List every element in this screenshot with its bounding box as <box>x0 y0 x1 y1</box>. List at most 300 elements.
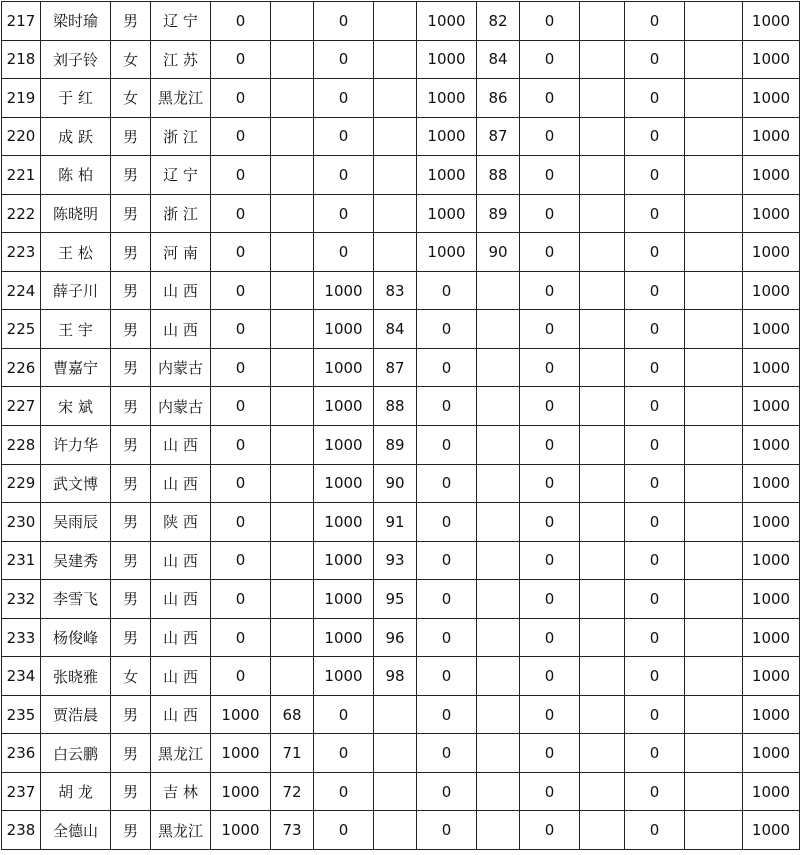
province-cell: 黑龙江 <box>151 811 211 850</box>
score-4-cell: 0 <box>520 79 580 118</box>
score-2-cell: 1000 <box>314 387 374 426</box>
rank-2-cell <box>374 233 417 272</box>
rank-5-cell <box>685 348 743 387</box>
province-cell: 江 苏 <box>151 40 211 79</box>
rank-5-cell <box>685 271 743 310</box>
rank-2-cell <box>374 194 417 233</box>
row-number-cell: 221 <box>2 156 41 195</box>
score-5-cell: 0 <box>625 2 685 41</box>
score-5-cell: 0 <box>625 618 685 657</box>
row-number-cell: 223 <box>2 233 41 272</box>
province-cell: 山 西 <box>151 657 211 696</box>
score-2-cell: 0 <box>314 194 374 233</box>
row-number-cell: 231 <box>2 541 41 580</box>
rank-2-cell: 90 <box>374 464 417 503</box>
table-row <box>2 464 800 503</box>
rank-1-cell: 68 <box>271 695 314 734</box>
total-cell: 1000 <box>743 271 800 310</box>
rank-1-cell <box>271 233 314 272</box>
total-cell: 1000 <box>743 117 800 156</box>
name-cell: 薛子川 <box>41 271 111 310</box>
rank-3-cell: 88 <box>477 156 520 195</box>
rank-4-cell <box>580 734 625 773</box>
gender-cell: 男 <box>111 2 151 41</box>
rank-2-cell <box>374 40 417 79</box>
rank-5-cell <box>685 2 743 41</box>
score-3-cell: 0 <box>417 811 477 850</box>
score-5-cell: 0 <box>625 657 685 696</box>
rank-5-cell <box>685 464 743 503</box>
score-3-cell: 0 <box>417 734 477 773</box>
table-row <box>2 348 800 387</box>
row-number-cell: 218 <box>2 40 41 79</box>
score-4-cell: 0 <box>520 734 580 773</box>
rank-2-cell: 96 <box>374 618 417 657</box>
score-2-cell: 0 <box>314 156 374 195</box>
score-5-cell: 0 <box>625 40 685 79</box>
row-number-cell: 232 <box>2 580 41 619</box>
score-1-cell: 0 <box>211 503 271 542</box>
score-4-cell: 0 <box>520 348 580 387</box>
score-3-cell: 1000 <box>417 156 477 195</box>
score-2-cell: 1000 <box>314 580 374 619</box>
name-cell: 刘子铃 <box>41 40 111 79</box>
table-row <box>2 695 800 734</box>
total-cell: 1000 <box>743 618 800 657</box>
row-number-cell: 236 <box>2 734 41 773</box>
score-5-cell: 0 <box>625 194 685 233</box>
score-2-cell: 0 <box>314 79 374 118</box>
name-cell: 胡 龙 <box>41 772 111 811</box>
score-5-cell: 0 <box>625 811 685 850</box>
score-1-cell: 0 <box>211 580 271 619</box>
score-3-cell: 1000 <box>417 117 477 156</box>
rank-1-cell: 72 <box>271 772 314 811</box>
rank-5-cell <box>685 117 743 156</box>
rank-1-cell <box>271 503 314 542</box>
gender-cell: 男 <box>111 695 151 734</box>
score-5-cell: 0 <box>625 503 685 542</box>
name-cell: 杨俊峰 <box>41 618 111 657</box>
table-row <box>2 426 800 465</box>
score-5-cell: 0 <box>625 233 685 272</box>
rank-3-cell <box>477 310 520 349</box>
rank-1-cell <box>271 657 314 696</box>
province-cell: 山 西 <box>151 695 211 734</box>
rank-3-cell: 87 <box>477 117 520 156</box>
total-cell: 1000 <box>743 310 800 349</box>
rank-5-cell <box>685 387 743 426</box>
score-3-cell: 1000 <box>417 194 477 233</box>
score-1-cell: 0 <box>211 40 271 79</box>
row-number-cell: 233 <box>2 618 41 657</box>
score-3-cell: 0 <box>417 503 477 542</box>
row-number-cell: 238 <box>2 811 41 850</box>
rank-3-cell <box>477 811 520 850</box>
row-number-cell: 224 <box>2 271 41 310</box>
total-cell: 1000 <box>743 79 800 118</box>
gender-cell: 女 <box>111 79 151 118</box>
score-5-cell: 0 <box>625 271 685 310</box>
province-cell: 黑龙江 <box>151 79 211 118</box>
row-number-cell: 222 <box>2 194 41 233</box>
total-cell: 1000 <box>743 426 800 465</box>
score-3-cell: 0 <box>417 348 477 387</box>
score-2-cell: 1000 <box>314 271 374 310</box>
rank-5-cell <box>685 541 743 580</box>
total-cell: 1000 <box>743 348 800 387</box>
gender-cell: 男 <box>111 811 151 850</box>
total-cell: 1000 <box>743 2 800 41</box>
score-2-cell: 0 <box>314 734 374 773</box>
rank-1-cell <box>271 426 314 465</box>
name-cell: 陈晓明 <box>41 194 111 233</box>
row-number-cell: 220 <box>2 117 41 156</box>
gender-cell: 男 <box>111 387 151 426</box>
score-1-cell: 0 <box>211 271 271 310</box>
name-cell: 曹嘉宁 <box>41 348 111 387</box>
name-cell: 武文博 <box>41 464 111 503</box>
score-1-cell: 0 <box>211 387 271 426</box>
score-5-cell: 0 <box>625 734 685 773</box>
rank-5-cell <box>685 194 743 233</box>
gender-cell: 男 <box>111 734 151 773</box>
score-5-cell: 0 <box>625 464 685 503</box>
row-number-cell: 230 <box>2 503 41 542</box>
row-number-cell: 237 <box>2 772 41 811</box>
rank-3-cell <box>477 772 520 811</box>
rank-4-cell <box>580 348 625 387</box>
score-3-cell: 0 <box>417 387 477 426</box>
name-cell: 张晓雅 <box>41 657 111 696</box>
rank-2-cell <box>374 695 417 734</box>
score-1-cell: 0 <box>211 233 271 272</box>
score-4-cell: 0 <box>520 580 580 619</box>
rank-2-cell: 87 <box>374 348 417 387</box>
rank-1-cell: 71 <box>271 734 314 773</box>
score-4-cell: 0 <box>520 657 580 696</box>
total-cell: 1000 <box>743 541 800 580</box>
province-cell: 山 西 <box>151 580 211 619</box>
table-row <box>2 580 800 619</box>
rank-4-cell <box>580 387 625 426</box>
rank-4-cell <box>580 464 625 503</box>
province-cell: 山 西 <box>151 426 211 465</box>
rank-4-cell <box>580 79 625 118</box>
gender-cell: 男 <box>111 194 151 233</box>
province-cell: 山 西 <box>151 271 211 310</box>
rank-2-cell: 93 <box>374 541 417 580</box>
gender-cell: 男 <box>111 156 151 195</box>
score-5-cell: 0 <box>625 426 685 465</box>
province-cell: 山 西 <box>151 541 211 580</box>
rank-4-cell <box>580 2 625 41</box>
score-5-cell: 0 <box>625 79 685 118</box>
rank-1-cell <box>271 387 314 426</box>
row-number-cell: 228 <box>2 426 41 465</box>
rank-1-cell <box>271 156 314 195</box>
rank-5-cell <box>685 580 743 619</box>
gender-cell: 男 <box>111 271 151 310</box>
score-3-cell: 0 <box>417 657 477 696</box>
rank-4-cell <box>580 580 625 619</box>
rank-3-cell: 86 <box>477 79 520 118</box>
rank-3-cell <box>477 271 520 310</box>
rank-5-cell <box>685 618 743 657</box>
score-1-cell: 0 <box>211 79 271 118</box>
gender-cell: 男 <box>111 503 151 542</box>
table-row <box>2 657 800 696</box>
rank-2-cell: 84 <box>374 310 417 349</box>
province-cell: 辽 宁 <box>151 2 211 41</box>
province-cell: 内蒙古 <box>151 387 211 426</box>
rank-4-cell <box>580 657 625 696</box>
score-3-cell: 1000 <box>417 79 477 118</box>
gender-cell: 男 <box>111 772 151 811</box>
table-row <box>2 79 800 118</box>
rank-1-cell <box>271 40 314 79</box>
total-cell: 1000 <box>743 387 800 426</box>
gender-cell: 男 <box>111 541 151 580</box>
score-3-cell: 0 <box>417 310 477 349</box>
total-cell: 1000 <box>743 811 800 850</box>
score-3-cell: 0 <box>417 271 477 310</box>
rank-1-cell <box>271 541 314 580</box>
score-2-cell: 1000 <box>314 503 374 542</box>
rank-5-cell <box>685 40 743 79</box>
score-2-cell: 1000 <box>314 426 374 465</box>
gender-cell: 女 <box>111 657 151 696</box>
row-number-cell: 235 <box>2 695 41 734</box>
name-cell: 吴建秀 <box>41 541 111 580</box>
score-3-cell: 1000 <box>417 233 477 272</box>
row-number-cell: 217 <box>2 2 41 41</box>
rank-5-cell <box>685 772 743 811</box>
table-row <box>2 541 800 580</box>
rank-4-cell <box>580 503 625 542</box>
rank-5-cell <box>685 310 743 349</box>
score-5-cell: 0 <box>625 117 685 156</box>
score-5-cell: 0 <box>625 541 685 580</box>
score-4-cell: 0 <box>520 271 580 310</box>
rank-5-cell <box>685 79 743 118</box>
score-2-cell: 0 <box>314 811 374 850</box>
rank-5-cell <box>685 156 743 195</box>
score-3-cell: 0 <box>417 541 477 580</box>
gender-cell: 男 <box>111 348 151 387</box>
total-cell: 1000 <box>743 580 800 619</box>
score-2-cell: 0 <box>314 40 374 79</box>
rank-3-cell: 89 <box>477 194 520 233</box>
score-2-cell: 1000 <box>314 618 374 657</box>
table-row <box>2 194 800 233</box>
rank-5-cell <box>685 734 743 773</box>
rank-4-cell <box>580 117 625 156</box>
rank-2-cell: 83 <box>374 271 417 310</box>
row-number-cell: 234 <box>2 657 41 696</box>
total-cell: 1000 <box>743 233 800 272</box>
score-5-cell: 0 <box>625 348 685 387</box>
score-1-cell: 0 <box>211 426 271 465</box>
table-row <box>2 40 800 79</box>
rank-3-cell: 90 <box>477 233 520 272</box>
table-row <box>2 233 800 272</box>
rank-2-cell <box>374 156 417 195</box>
province-cell: 山 西 <box>151 618 211 657</box>
rank-4-cell <box>580 618 625 657</box>
province-cell: 浙 江 <box>151 194 211 233</box>
score-3-cell: 0 <box>417 695 477 734</box>
rank-5-cell <box>685 657 743 696</box>
total-cell: 1000 <box>743 194 800 233</box>
rank-2-cell <box>374 734 417 773</box>
name-cell: 贾浩晨 <box>41 695 111 734</box>
name-cell: 梁时瑜 <box>41 2 111 41</box>
rank-1-cell <box>271 79 314 118</box>
table-row <box>2 811 800 850</box>
table-row <box>2 271 800 310</box>
score-4-cell: 0 <box>520 811 580 850</box>
score-2-cell: 1000 <box>314 464 374 503</box>
score-table <box>1 1 800 850</box>
rank-4-cell <box>580 695 625 734</box>
gender-cell: 男 <box>111 464 151 503</box>
score-3-cell: 0 <box>417 580 477 619</box>
score-1-cell: 1000 <box>211 811 271 850</box>
score-4-cell: 0 <box>520 156 580 195</box>
rank-1-cell <box>271 348 314 387</box>
table-row <box>2 117 800 156</box>
rank-5-cell <box>685 426 743 465</box>
rank-5-cell <box>685 233 743 272</box>
score-1-cell: 1000 <box>211 695 271 734</box>
row-number-cell: 219 <box>2 79 41 118</box>
rank-1-cell <box>271 618 314 657</box>
rank-3-cell: 84 <box>477 40 520 79</box>
score-5-cell: 0 <box>625 772 685 811</box>
name-cell: 王 宇 <box>41 310 111 349</box>
name-cell: 许力华 <box>41 426 111 465</box>
rank-3-cell <box>477 541 520 580</box>
score-4-cell: 0 <box>520 233 580 272</box>
rank-4-cell <box>580 541 625 580</box>
rank-3-cell: 82 <box>477 2 520 41</box>
total-cell: 1000 <box>743 40 800 79</box>
rank-3-cell <box>477 657 520 696</box>
total-cell: 1000 <box>743 156 800 195</box>
rank-2-cell <box>374 811 417 850</box>
score-3-cell: 0 <box>417 426 477 465</box>
total-cell: 1000 <box>743 695 800 734</box>
rank-1-cell: 73 <box>271 811 314 850</box>
score-2-cell: 0 <box>314 695 374 734</box>
rank-4-cell <box>580 194 625 233</box>
score-2-cell: 1000 <box>314 310 374 349</box>
row-number-cell: 226 <box>2 348 41 387</box>
score-4-cell: 0 <box>520 310 580 349</box>
rank-3-cell <box>477 387 520 426</box>
score-1-cell: 0 <box>211 657 271 696</box>
table-row <box>2 618 800 657</box>
table-body <box>2 2 800 850</box>
table-row <box>2 772 800 811</box>
gender-cell: 男 <box>111 117 151 156</box>
rank-2-cell: 95 <box>374 580 417 619</box>
score-4-cell: 0 <box>520 194 580 233</box>
province-cell: 辽 宁 <box>151 156 211 195</box>
score-1-cell: 0 <box>211 117 271 156</box>
rank-2-cell: 88 <box>374 387 417 426</box>
score-4-cell: 0 <box>520 387 580 426</box>
rank-4-cell <box>580 310 625 349</box>
total-cell: 1000 <box>743 772 800 811</box>
score-3-cell: 0 <box>417 464 477 503</box>
province-cell: 山 西 <box>151 464 211 503</box>
score-1-cell: 1000 <box>211 772 271 811</box>
total-cell: 1000 <box>743 503 800 542</box>
score-1-cell: 0 <box>211 310 271 349</box>
rank-4-cell <box>580 40 625 79</box>
total-cell: 1000 <box>743 657 800 696</box>
score-5-cell: 0 <box>625 310 685 349</box>
score-4-cell: 0 <box>520 541 580 580</box>
total-cell: 1000 <box>743 464 800 503</box>
score-2-cell: 1000 <box>314 657 374 696</box>
rank-4-cell <box>580 426 625 465</box>
score-2-cell: 1000 <box>314 541 374 580</box>
table-row <box>2 310 800 349</box>
gender-cell: 女 <box>111 40 151 79</box>
score-3-cell: 0 <box>417 618 477 657</box>
name-cell: 吴雨辰 <box>41 503 111 542</box>
rank-1-cell <box>271 117 314 156</box>
score-3-cell: 0 <box>417 772 477 811</box>
name-cell: 全德山 <box>41 811 111 850</box>
province-cell: 吉 林 <box>151 772 211 811</box>
rank-4-cell <box>580 271 625 310</box>
rank-1-cell <box>271 2 314 41</box>
rank-4-cell <box>580 156 625 195</box>
score-4-cell: 0 <box>520 40 580 79</box>
rank-1-cell <box>271 194 314 233</box>
table-row <box>2 387 800 426</box>
name-cell: 王 松 <box>41 233 111 272</box>
name-cell: 白云鹏 <box>41 734 111 773</box>
score-5-cell: 0 <box>625 387 685 426</box>
rank-3-cell <box>477 464 520 503</box>
score-4-cell: 0 <box>520 426 580 465</box>
score-4-cell: 0 <box>520 464 580 503</box>
score-2-cell: 0 <box>314 2 374 41</box>
row-number-cell: 229 <box>2 464 41 503</box>
rank-1-cell <box>271 464 314 503</box>
rank-5-cell <box>685 811 743 850</box>
score-1-cell: 0 <box>211 618 271 657</box>
rank-2-cell <box>374 79 417 118</box>
score-1-cell: 0 <box>211 2 271 41</box>
rank-5-cell <box>685 695 743 734</box>
rank-1-cell <box>271 580 314 619</box>
rank-2-cell: 89 <box>374 426 417 465</box>
rank-3-cell <box>477 580 520 619</box>
score-4-cell: 0 <box>520 2 580 41</box>
gender-cell: 男 <box>111 580 151 619</box>
score-5-cell: 0 <box>625 580 685 619</box>
rank-2-cell <box>374 772 417 811</box>
score-4-cell: 0 <box>520 772 580 811</box>
province-cell: 河 南 <box>151 233 211 272</box>
name-cell: 陈 柏 <box>41 156 111 195</box>
